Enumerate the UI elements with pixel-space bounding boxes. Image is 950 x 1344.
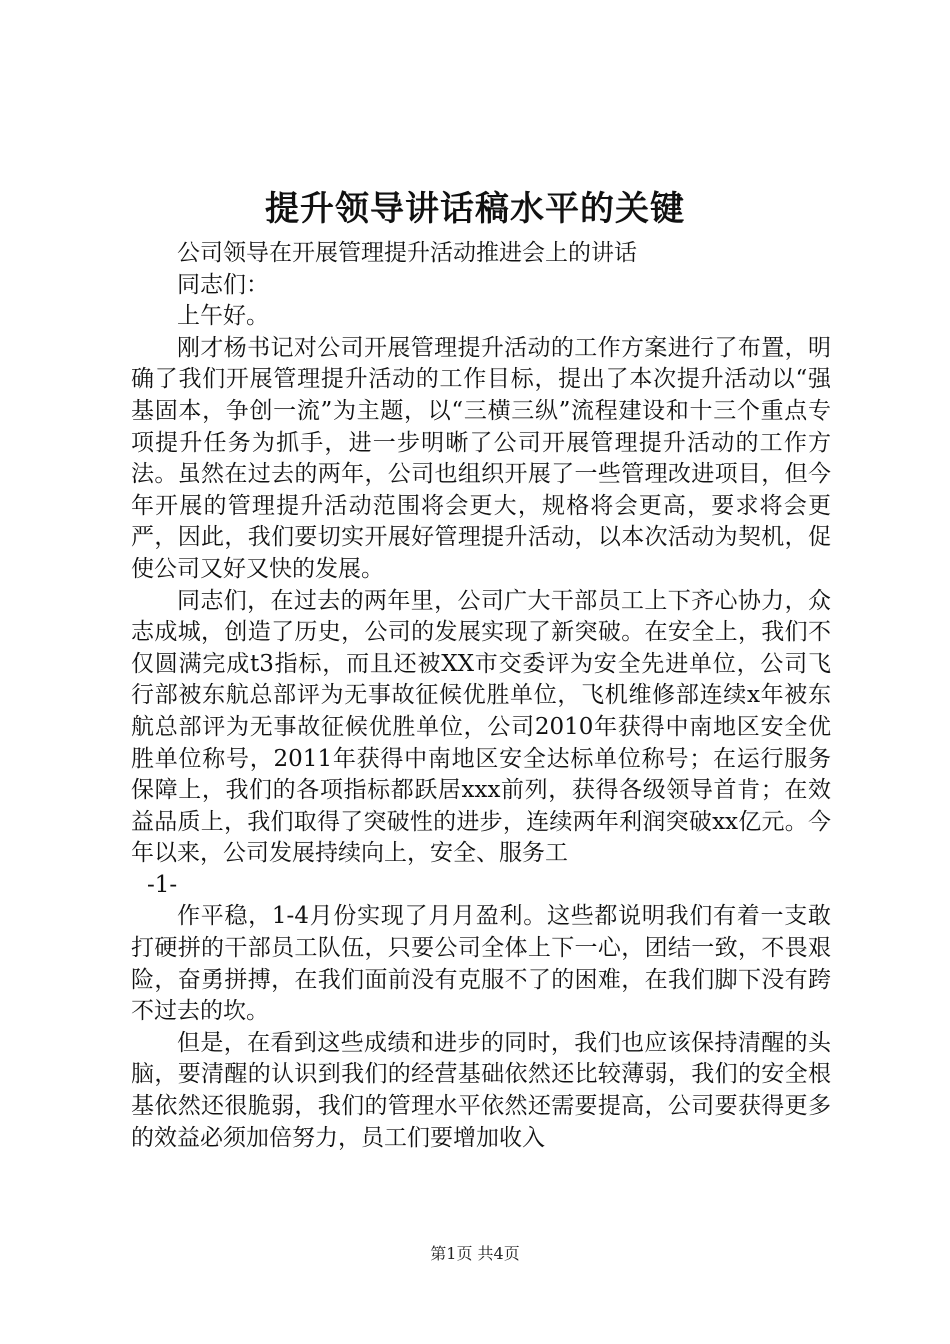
salutation: 同志们：: [177, 271, 269, 298]
document-title: 提升领导讲话稿水平的关键: [265, 189, 685, 229]
greeting: 上午好。: [177, 303, 269, 330]
body-paragraph: 同志们，在过去的两年里，公司广大干部员工上下齐心协力，众志成城，创造了历史，公司的发展实现了新突破。在安全上，我们不仅圆满完成t3指标，而且还被XX市交委评为安全先进单位，公司飞行部被东航总部评为无事故征候优胜单位，飞机维修部连续x年被东航总部评为无事故征候优胜单位，公司2010年获得中南地区安全优胜单位称号，2011年获得中南地区安全达标单位称号；在运行服务保障上，我们的各项指标都跃居xxx前列，获得各级领导首肯；在效益品质上，我们取得了突破性的进步，连续两年利润突破xx亿元。今年以来，公司发展持续向上，安全、服务工: [131, 587, 831, 867]
document-body: [131, 238, 831, 1154]
page-footer: 第1页 共4页: [430, 1244, 520, 1263]
body-paragraph: 作平稳，1-4月份实现了月月盈利。这些都说明我们有着一支敢打硬拼的干部员工队伍，只要公司全体上下一心，团结一致，不畏艰险，奋勇拼搏，在我们面前没有克服不了的困难，在我们脚下没有跨不过去的坎。: [131, 903, 831, 1025]
page-marker: -1-: [147, 871, 178, 898]
speech-heading: 公司领导在开展管理提升活动推进会上的讲话: [177, 240, 637, 266]
body-paragraph: 但是，在看到这些成绩和进步的同时，我们也应该保持清醒的头脑，要清醒的认识到我们的经营基础依然还比较薄弱，我们的安全根基依然还很脆弱，我们的管理水平依然还需要提高，公司要获得更多的效益必须加倍努力，员工们要增加收入: [131, 1029, 831, 1151]
body-paragraph: 刚才杨书记对公司开展管理提升活动的工作方案进行了布置，明确了我们开展管理提升活动的工作目标，提出了本次提升活动以“强基固本，争创一流”为主题，以“三横三纵”流程建设和十三个重点专项提升任务为抓手，进一步明晰了公司开展管理提升活动的工作方法。虽然在过去的两年，公司也组织开展了一些管理改进项目，但今年开展的管理提升活动范围将会更大，规格将会更高，要求将会更严，因此，我们要切实开展好管理提升活动，以本次活动为契机，促使公司又好又快的发展。: [131, 334, 831, 582]
